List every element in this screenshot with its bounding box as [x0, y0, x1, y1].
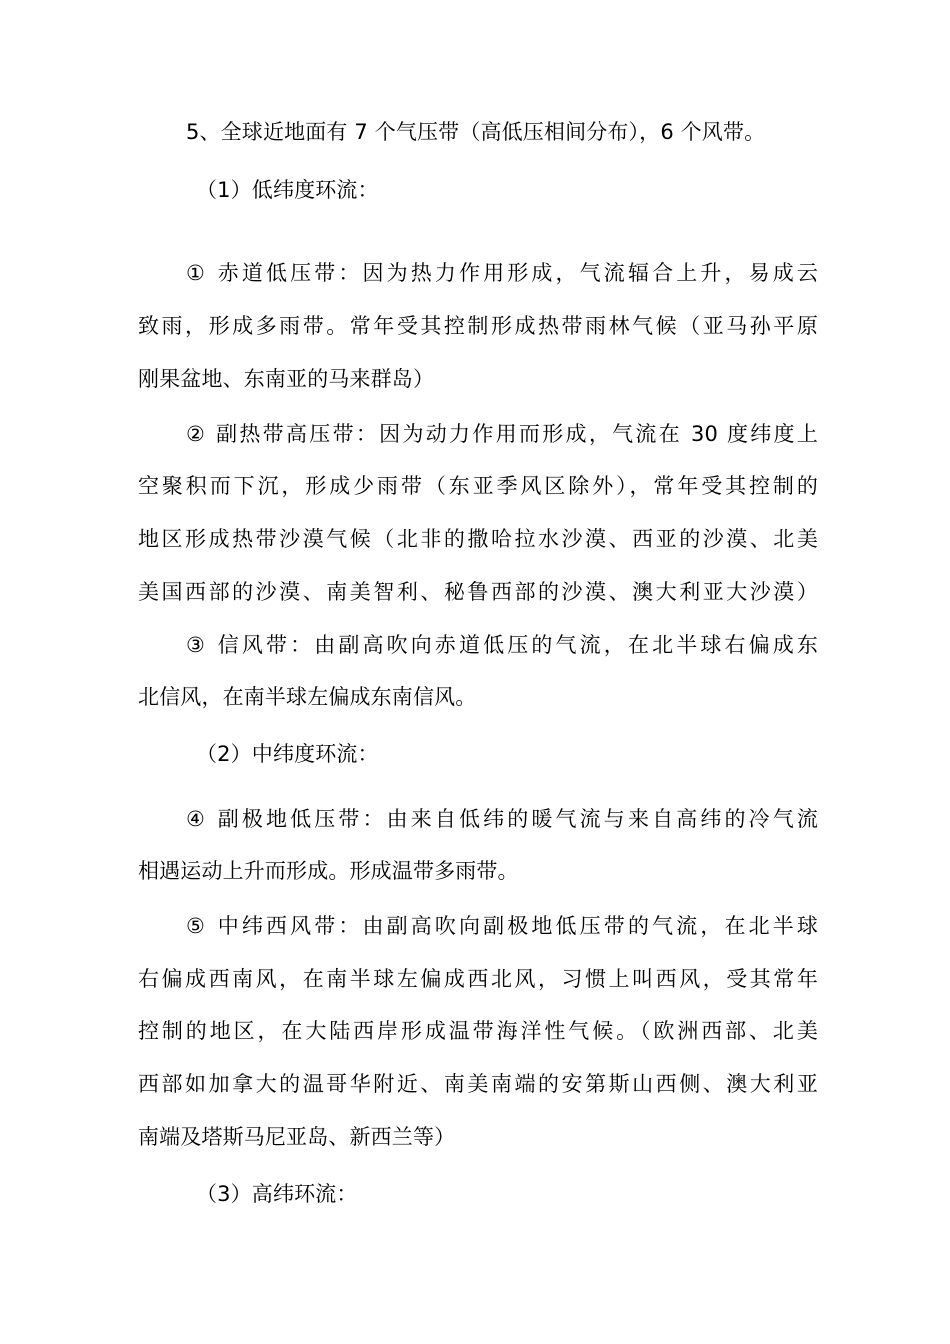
para-2-line-2: 空聚积而下沉，形成少雨带（东亚季风区除外），常年受其控制的 [138, 474, 818, 498]
para-3-line-2: 北信风，在南半球左偏成东南信风。 [138, 685, 477, 709]
para-5-line-2: 右偏成西南风，在南半球左偏成西北风，习惯上叫西风，受其常年 [138, 967, 818, 991]
para-3-line-1: ③ 信风带：由副高吹向赤道低压的气流，在北半球右偏成东 [186, 633, 818, 657]
para-1-line-3: 刚果盆地、东南亚的马来群岛） [138, 367, 435, 391]
para-4-line-2: 相遇运动上升而形成。形成温带多雨带。 [138, 859, 519, 883]
subheading-mid-latitude: （2）中纬度环流： [196, 742, 379, 766]
section-5-heading: 5、全球近地面有 7 个气压带（高低压相间分布），6 个风带。 [186, 120, 766, 144]
para-5-line-1: ⑤ 中纬西风带：由副高吹向副极地低压带的气流，在北半球 [186, 914, 818, 938]
para-2-line-3: 地区形成热带沙漠气候（北非的撒哈拉水沙漠、西亚的沙漠、北美 [138, 527, 818, 551]
subheading-high-latitude: （3）高纬环流： [196, 1182, 358, 1206]
para-5-line-5: 南端及塔斯马尼亚岛、新西兰等） [138, 1125, 456, 1149]
para-2-line-4: 美国西部的沙漠、南美智利、秘鲁西部的沙漠、澳大利亚大沙漠） [138, 580, 818, 604]
para-1-line-1: ① 赤道低压带：因为热力作用形成，气流辐合上升，易成云 [186, 261, 818, 285]
para-2-line-1: ② 副热带高压带：因为动力作用而形成，气流在 30 度纬度上 [186, 422, 818, 446]
subheading-low-latitude: （1）低纬度环流： [196, 178, 379, 202]
para-4-line-1: ④ 副极地低压带：由来自低纬的暖气流与来自高纬的冷气流 [186, 807, 818, 831]
para-1-line-2: 致雨，形成多雨带。常年受其控制形成热带雨林气候（亚马孙平原 [138, 314, 818, 338]
para-5-line-4: 西部如加拿大的温哥华附近、南美南端的安第斯山西侧、澳大利亚 [138, 1072, 818, 1096]
para-5-line-3: 控制的地区，在大陆西岸形成温带海洋性气候。（欧洲西部、北美 [138, 1019, 818, 1043]
